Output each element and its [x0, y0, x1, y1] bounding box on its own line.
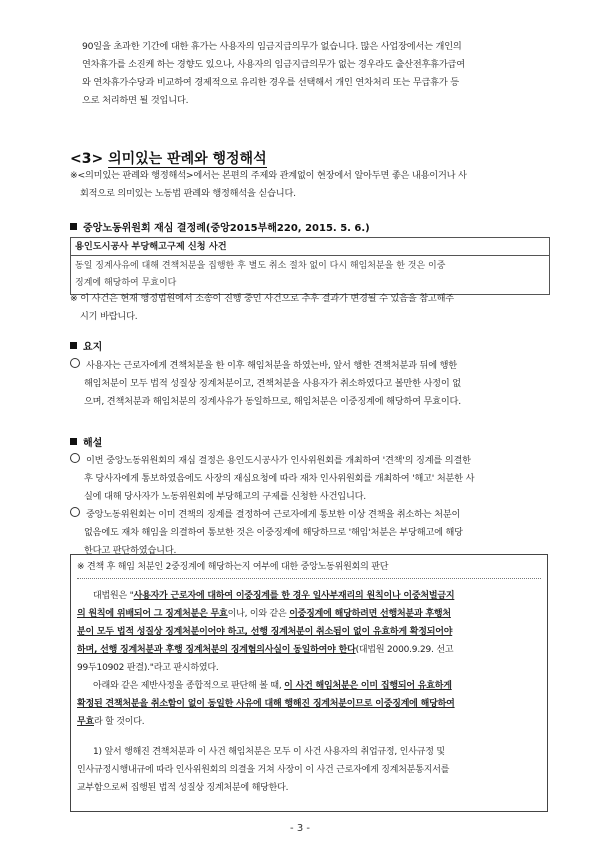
page-number: - 3 -: [290, 823, 310, 834]
commentary-heading: [70, 434, 102, 449]
intro-line: 연차휴가를 소진케 하는 경향도 있으나, 사용자의 임금지급의무가 없는 경우라도 출산전후휴가급여: [82, 59, 465, 70]
decision-heading: [70, 219, 370, 234]
square-bullet-icon: [70, 342, 77, 349]
intro-paragraph: [82, 38, 552, 110]
judgment-title: ※ 견책 후 해임 처분인 2중징계에 해당하는지 여부에 대한 중앙노동위원회의 판단: [77, 562, 389, 572]
judgment-line: 1) 앞서 행해진 견책처분과 이 사건 해임처분은 모두 이 사건 사용자의 취업규정, 인사규정 및: [93, 747, 445, 757]
commentary-heading-text: 해설: [83, 438, 103, 449]
case-title: 용인도시공사 부당해고구제 신청 사건: [71, 238, 549, 256]
judgment-line: 무효라 할 것이다.: [77, 717, 145, 727]
judgment-box: [70, 554, 548, 812]
case-line: 동일 징계사유에 대해 견책처분을 집행한 후 별도 취소 절차 없이 다시 해임처분을 한 것은 이중: [75, 261, 446, 271]
summary-body: [70, 357, 552, 411]
section-title: 의미있는 판례와 행정해석: [108, 151, 267, 167]
case-body: [71, 256, 549, 294]
judgment-line: 하며, 선행 징계처분과 후행 징계처분의 징계혐의사실이 동일하여야 한다(대법원 2000.9.29. 선고: [77, 645, 454, 655]
square-bullet-icon: [70, 223, 77, 230]
section-note-line: ※<의미있는 판례와 행정해석>에서는 본편의 주제와 관계없이 현장에서 알아두면 좋은 내용이거나 사: [70, 170, 467, 181]
judgment-line: 교부함으로써 집행된 법적 성질상 징계처분에 해당한다.: [77, 783, 289, 793]
summary-line: 사용자는 근로자에게 견책처분을 한 이후 해임처분을 하였는바, 앞서 행한 견책처분과 뒤에 행한: [70, 357, 552, 375]
case-box: [70, 237, 550, 295]
circle-bullet-icon: [70, 453, 80, 463]
commentary-body: [70, 452, 552, 560]
circle-bullet-icon: [70, 507, 80, 517]
section-heading: [70, 148, 267, 168]
decision-heading-text: 중앙노동위원회 재심 결정례(중앙2015부해220, 2015. 5. 6.): [83, 223, 370, 234]
commentary-line: 중앙노동위원회는 이미 견책의 징계를 결정하여 근로자에게 통보한 이상 견책을 취소하는 처분이: [70, 506, 552, 524]
judgment-line: 대법원은 "사용자가 근로자에 대하여 이중징계를 한 경우 일사부재리의 원칙이나 이중처벌금지: [93, 591, 455, 601]
summary-line: 해임처분이 모두 법적 성질상 징계처분이고, 견책처분을 사용자가 취소하였다고 볼만한 사정이 없: [84, 378, 461, 389]
judgment-line: 의 원칙에 위배되어 그 징계처분은 무효이나, 이와 같은 이중징계에 해당하려면 선행처분과 후행처: [77, 609, 451, 619]
section-note-line: 회적으로 의미있는 노동법 판례와 행정해석을 싣습니다.: [80, 188, 296, 199]
judgment-line: 분이 모두 법적 성질상 징계처분이어야 하고, 선행 징계처분이 취소됨이 없이 유효하게 확정되어야: [77, 627, 453, 637]
intro-line: 와 연차휴가수당과 비교하여 경제적으로 유리한 경우를 선택해서 개인 연차처리 또는 무급휴가 등: [82, 77, 459, 88]
judgment-line: 아래와 같은 제반사정을 종합적으로 판단해 볼 때, 이 사건 해임처분은 이미 집행되어 유효하게: [93, 681, 452, 691]
intro-line: 90일을 초과한 기간에 대한 휴가는 사용자의 임금지급의무가 없습니다. 많은 사업장에서는 개인의: [82, 41, 462, 52]
commentary-line: 한다고 판단하였습니다.: [84, 545, 177, 556]
intro-line: 으로 처리하면 될 것입니다.: [82, 95, 189, 106]
commentary-line: 없음에도 재차 해임을 의결하여 통보한 것은 이중징계에 해당하므로 '해임'처분은 부당해고에 해당: [84, 527, 463, 538]
judgment-line: 인사규정시행내규에 따라 인사위원회의 의결을 거쳐 사장이 이 사건 근로자에게 징계처분통지서를: [77, 765, 450, 775]
commentary-line: 이번 중앙노동위원회의 재심 결정은 용인도시공사가 인사위원회를 개최하여 '견책'의 징계를 의결한: [70, 452, 552, 470]
litigation-note-line: 시기 바랍니다.: [80, 311, 138, 322]
commentary-line: 실에 대해 당사자가 노동위원회에 부당해고의 구제를 신청한 사건입니다.: [84, 491, 367, 502]
summary-heading-text: 요지: [83, 342, 103, 353]
section-note: [70, 167, 550, 203]
summary-heading: [70, 338, 102, 353]
summary-line: 으며, 견책처분과 해임처분의 징계사유가 동일하므로, 해임처분은 이중징계에 해당하여 무효이다.: [84, 396, 461, 407]
circle-bullet-icon: [70, 358, 80, 368]
square-bullet-icon: [70, 438, 77, 445]
judgment-line: 확정된 견책처분을 취소함이 없이 동일한 사유에 대해 행해진 징계처분이므로 이중징계에 해당하여: [77, 699, 455, 709]
judgment-line: 99두10902 판결)."라고 판시하였다.: [77, 663, 219, 673]
litigation-note-line: ※ 이 사건은 현재 행정법원에서 소송이 진행 중인 사건으로 추후 결과가 변경될 수 있음을 참고해주: [70, 293, 454, 304]
case-line: 징계에 해당하여 무효이다: [75, 278, 177, 288]
litigation-note: [70, 290, 550, 326]
commentary-line: 후 당사자에게 통보하였음에도 사장의 재심요청에 따라 재차 인사위원회를 개최하여 '해고' 처분한 사: [84, 473, 475, 484]
section-number: <3>: [70, 151, 104, 167]
